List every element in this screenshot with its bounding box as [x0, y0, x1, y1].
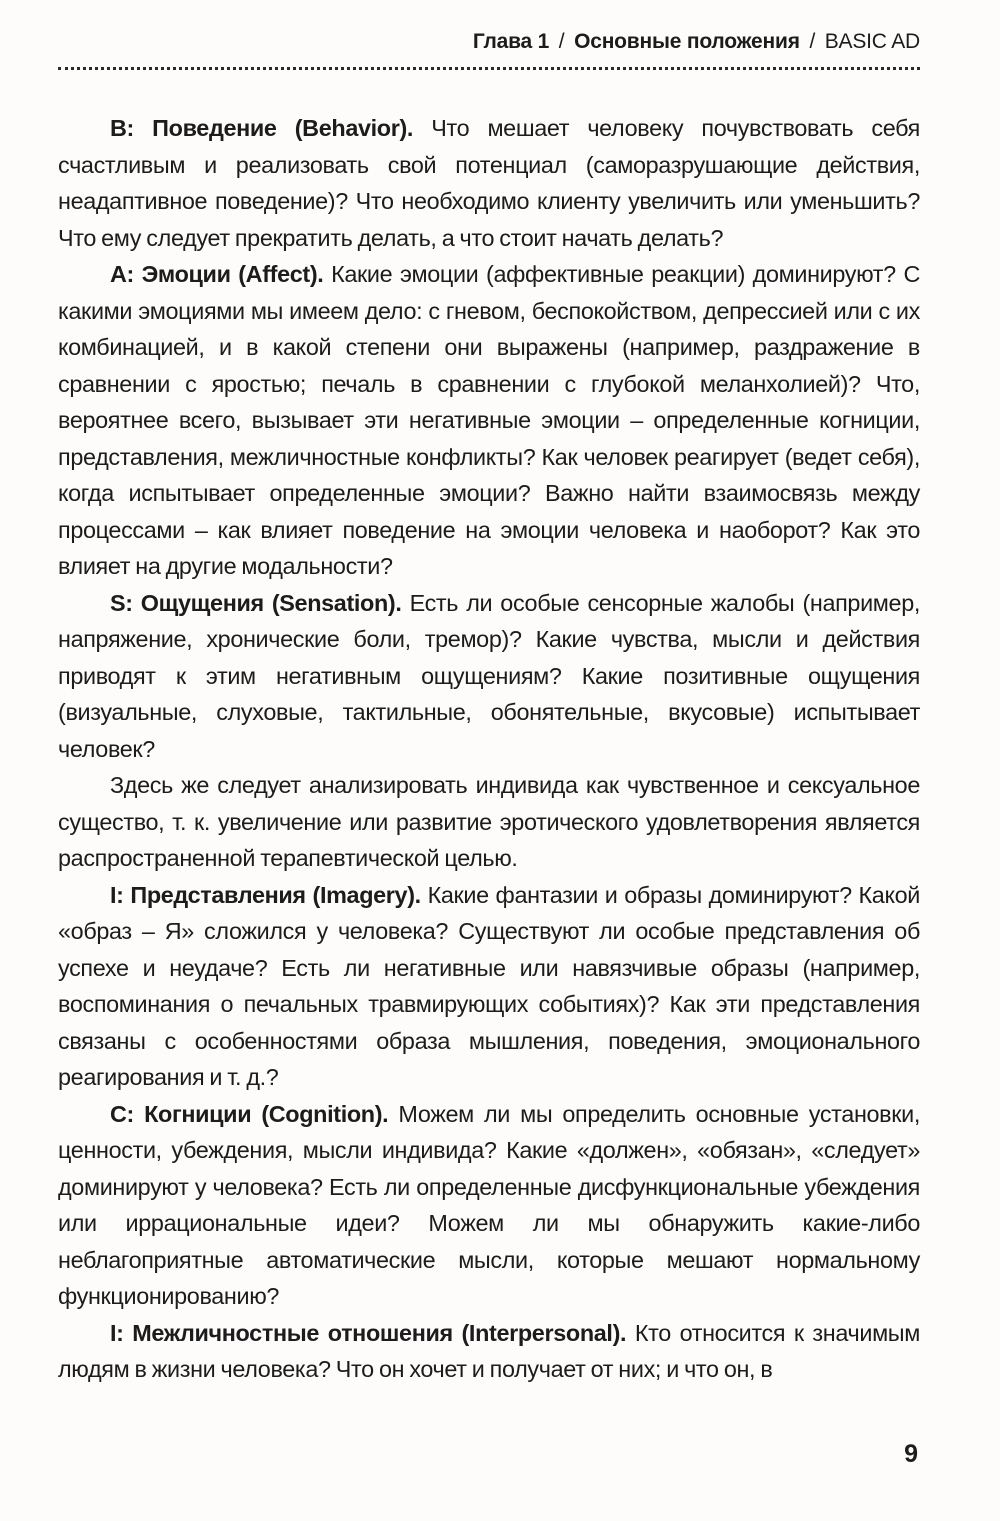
book-label: BASIC AD [824, 30, 920, 53]
paragraph-affect [58, 256, 920, 585]
page-body [58, 110, 920, 1388]
paragraph-text: Есть ли особые сенсорные жалобы (например, напряжение, хронические боли, тремор)? Какие чувства, мысли и действия приводят к этим негативным ощущениям? Какие позитивные ощущения (визуальные, слуховые, тактильные, обонятельные, вкусовые) испытывает человек? [58, 589, 920, 762]
paragraph-term: A: Эмоции (Affect). [110, 261, 324, 287]
section-label: Основные положения [574, 30, 800, 53]
running-head [58, 30, 920, 54]
paragraph-term: S: Ощущения (Sensation). [110, 589, 402, 616]
paragraph-text: Кто относится к значимым людям в жизни человека? Что он хочет и получает от них; и что он, в [58, 1319, 920, 1382]
paragraph-text: Здесь же следует анализировать индивида как чувственное и сексуальное существо, т. к. увеличение или развитие эротического удовлетворения является распространенной терапевтической целью. [58, 772, 920, 871]
header-divider [58, 67, 920, 70]
paragraph-term: I: Представления (Imagery). [110, 881, 421, 908]
chapter-label: Глава 1 [472, 30, 550, 53]
paragraph-sensation-note [58, 767, 920, 877]
paragraph-interpersonal [58, 1315, 920, 1388]
paragraph-term: C: Когниции (Cognition). [110, 1100, 389, 1127]
paragraph-term: B: Поведение (Behavior). [110, 115, 414, 141]
paragraph-cognition [58, 1096, 920, 1315]
paragraph-imagery [58, 877, 920, 1096]
paragraph-text: Какие эмоции (аффективные реакции) доминируют? С какими эмоциями мы имеем дело: с гневом, беспокойством, депрессией или с их комбинацией, и в какой степени они выражены (например, раздражение в сравнении с яростью; печаль в сравнении с глубокой меланхолией)? Что, вероятнее всего, вызывает эти негативные эмоции – определенные когниции, представления, межличностные конфликты? Как человек реагирует (ведет себя), когда испытывает определенные эмоции? Важно найти взаимосвязь между процессами – как влияет поведение на эмоции человека и наоборот? Как это влияет на другие модальности? [58, 261, 920, 579]
header-separator: / [558, 30, 565, 53]
page-number: 9 [904, 1440, 918, 1468]
paragraph-text: Можем ли мы определить основные установки, ценности, убеждения, мысли индивида? Какие «должен», «обязан», «следует» доминируют у человека? Есть ли определенные дисфункциональные убеждения или иррациональные идеи? Можем ли мы обнаружить какие-либо неблагоприятные автоматические мысли, которые мешают нормальному функционированию? [58, 1100, 920, 1309]
paragraph-behavior [58, 110, 920, 256]
paragraph-sensation [58, 585, 920, 768]
paragraph-text: Какие фантазии и образы доминируют? Какой «образ – Я» сложился у человека? Существуют ли особые представления об успехе и неудаче? Есть ли негативные или навязчивые образы (например, воспоминания о печальных травмирующих событиях)? Как эти представления связаны с особенностями образа мышления, поведения, эмоционального реагирования и т. д.? [58, 881, 920, 1090]
paragraph-text: Что мешает человеку почувствовать себя счастливым и реализовать свой потенциал (саморазрушающие действия, неадаптивное поведение)? Что необходимо клиенту увеличить или уменьшить? Что ему следует прекратить делать, а что стоит начать делать? [58, 115, 920, 251]
paragraph-term: I: Межличностные отношения (Interpersonal). [110, 1319, 627, 1346]
header-separator: / [809, 30, 816, 53]
